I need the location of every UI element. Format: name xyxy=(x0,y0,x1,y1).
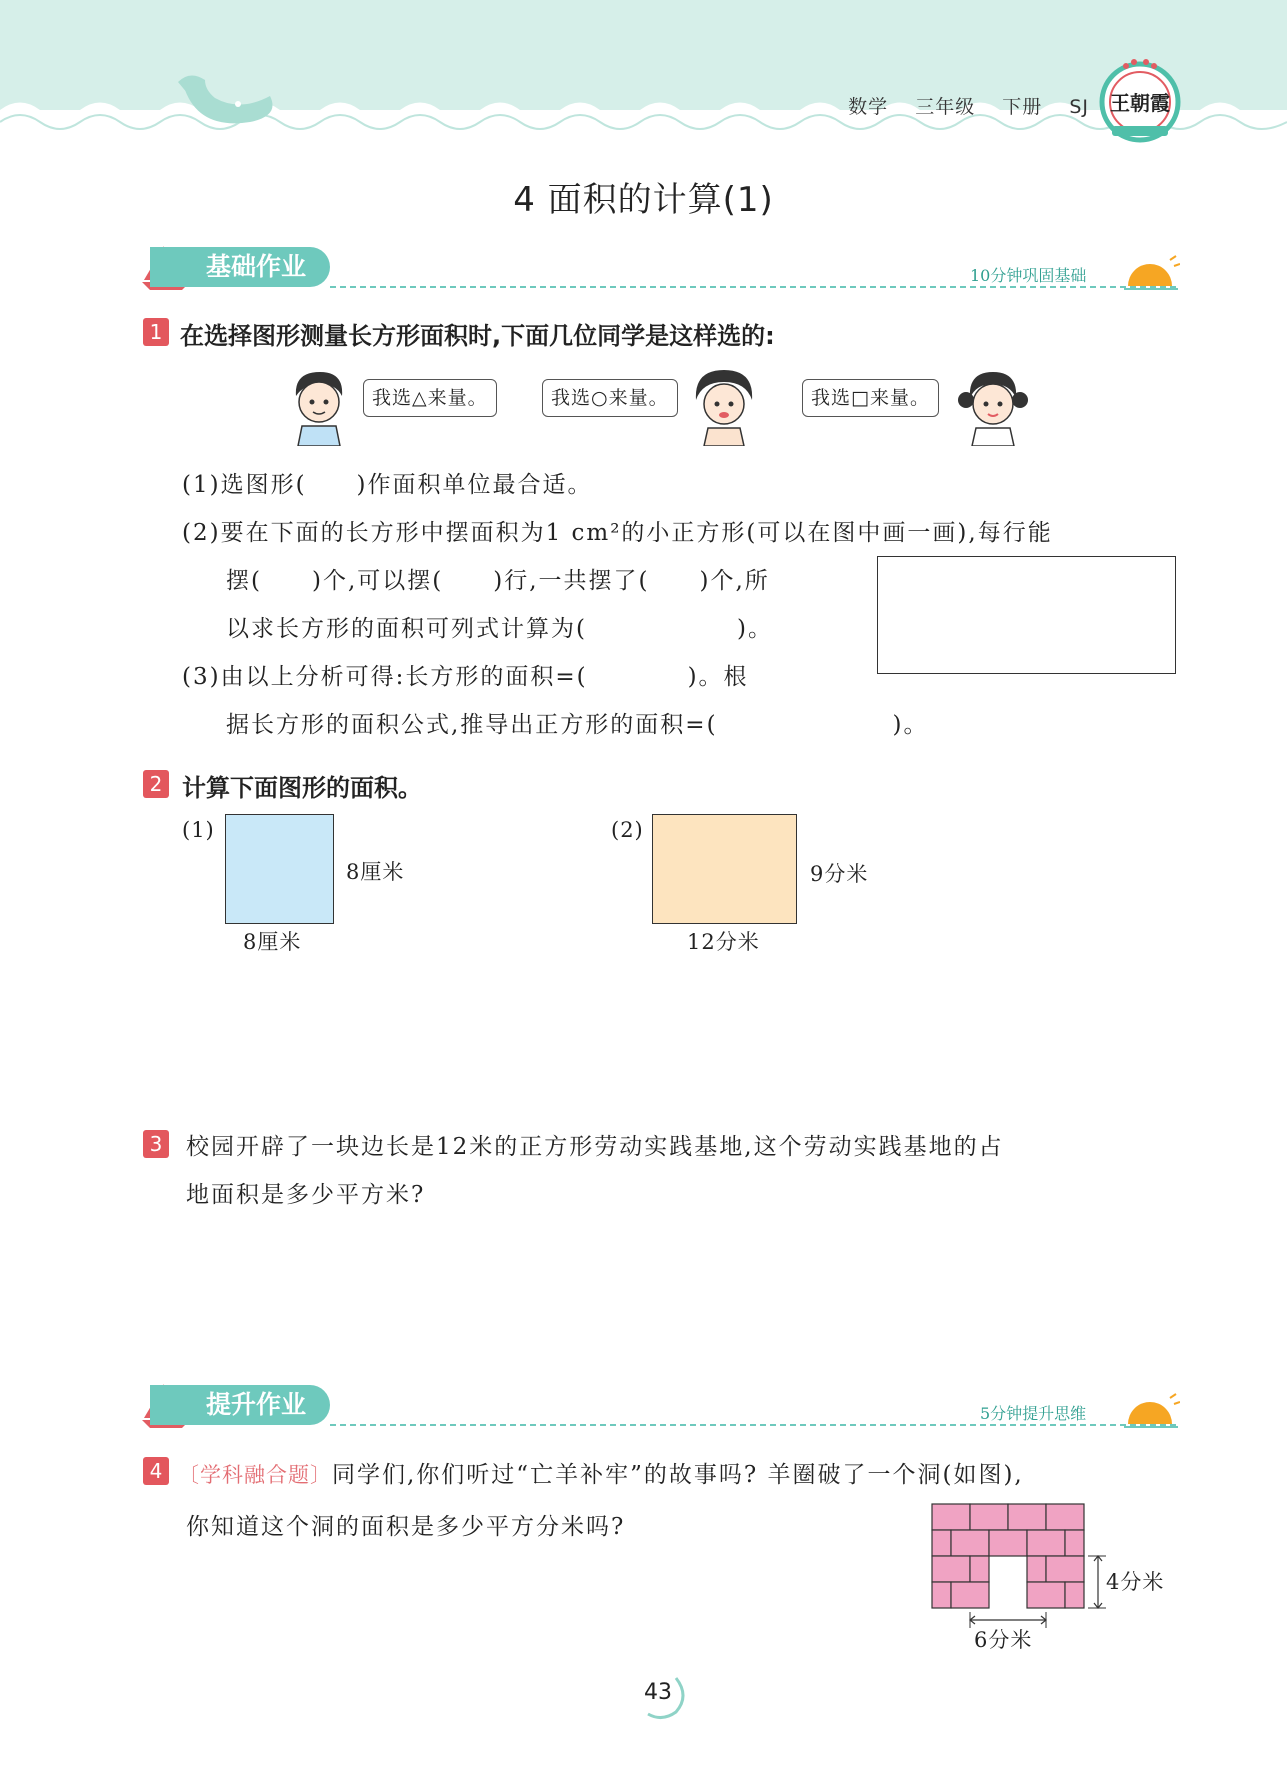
q2-heading: 计算下面图形的面积。 xyxy=(182,774,422,802)
q2-fig2-bottom-label: 12分米 xyxy=(687,930,760,954)
bubble-text: 我选 xyxy=(372,387,413,409)
sun-icon xyxy=(1122,1392,1180,1432)
speech-bubble-circle xyxy=(542,379,678,417)
q1-part1: (1)选图形( )作面积单位最合适。 xyxy=(182,472,593,498)
boy-avatar xyxy=(284,366,354,446)
page-number: 43 xyxy=(644,1680,672,1705)
header-wave-banner xyxy=(0,0,1287,150)
q1-part2-line1: (2)要在下面的长方形中摆面积为1 cm²的小正方形(可以在图中画一画),每行能 xyxy=(182,520,1053,546)
q2-fig2-label: (2) xyxy=(611,818,644,842)
question-number-3: 3 xyxy=(143,1130,169,1158)
section-advanced-note: 5分钟提升思维 xyxy=(980,1404,1087,1423)
speech-bubble-triangle xyxy=(363,379,497,417)
header-meta xyxy=(828,92,1089,119)
section-advanced-divider xyxy=(330,1424,1176,1426)
q1-part3-line2: 据长方形的面积公式,推导出正方形的面积=( )。 xyxy=(226,712,929,738)
subject-label: 数学 xyxy=(848,96,889,118)
section-advanced-label: 提升作业 xyxy=(206,1390,307,1419)
section-advanced-tab xyxy=(150,1385,330,1425)
hole-width-label: 6分米 xyxy=(974,1628,1033,1652)
q2-fig2-side-label: 9分米 xyxy=(810,862,869,886)
brand-logo xyxy=(1098,56,1182,146)
question-number-2: 2 xyxy=(143,770,169,798)
q2-fig1-label: (1) xyxy=(182,818,215,842)
blue-square-figure xyxy=(225,814,334,924)
section-basic-tab xyxy=(150,247,330,287)
sun-icon xyxy=(1122,254,1180,294)
bubble-text: 来量。 xyxy=(608,387,669,409)
bubble-text: 我选 xyxy=(811,387,852,409)
q2-fig1-bottom-label: 8厘米 xyxy=(243,930,302,954)
volume-label: 下册 xyxy=(1002,96,1043,118)
grade-label: 三年级 xyxy=(915,96,976,118)
q4-line1-text: 同学们,你们听过“亡羊补牢”的故事吗? 羊圈破了一个洞(如图), xyxy=(332,1462,1024,1488)
q1-part2-line3: 以求长方形的面积可列式计算为( )。 xyxy=(226,616,773,642)
bubble-text: 来量。 xyxy=(427,387,488,409)
blank-rectangle-figure[interactable] xyxy=(877,556,1176,674)
question-number-1: 1 xyxy=(143,318,169,346)
section-basic-divider xyxy=(330,286,1176,288)
question-number-4: 4 xyxy=(143,1457,169,1485)
q2-fig1-side-label: 8厘米 xyxy=(346,860,405,884)
q1-part2-line2: 摆( )个,可以摆( )行,一共摆了( )个,所 xyxy=(226,568,770,594)
girl-pigtails-avatar xyxy=(958,366,1028,446)
section-basic-note: 10分钟巩固基础 xyxy=(970,266,1087,285)
svg-text:王朝霞: 王朝霞 xyxy=(1110,91,1170,115)
q3-line1: 校园开辟了一块边长是12米的正方形劳动实践基地,这个劳动实践基地的占 xyxy=(186,1134,1004,1160)
q3-line2: 地面积是多少平方米? xyxy=(186,1182,426,1208)
q1-heading: 在选择图形测量长方形面积时,下面几位同学是这样选的: xyxy=(180,322,775,350)
section-basic-label: 基础作业 xyxy=(206,252,307,281)
q4-line2: 你知道这个洞的面积是多少平方分米吗? xyxy=(186,1514,626,1540)
triangle-icon: △ xyxy=(412,387,428,409)
circle-icon: ○ xyxy=(591,387,609,409)
hole-height-label: 4分米 xyxy=(1106,1570,1165,1594)
q1-part3-line1: (3)由以上分析可得:长方形的面积=( )。根 xyxy=(182,664,749,690)
square-icon: □ xyxy=(851,387,870,409)
girl-avatar xyxy=(688,366,760,446)
speech-bubble-square xyxy=(802,379,939,417)
subject-fusion-tag: 〔学科融合题〕 xyxy=(178,1463,332,1487)
bubble-text: 我选 xyxy=(551,387,592,409)
bubble-text: 来量。 xyxy=(869,387,930,409)
orange-rectangle-figure xyxy=(652,814,797,924)
edition-label: SJ xyxy=(1069,96,1089,118)
page-title: 4 面积的计算(1) xyxy=(513,180,774,220)
q4-line1 xyxy=(178,1456,1024,1489)
